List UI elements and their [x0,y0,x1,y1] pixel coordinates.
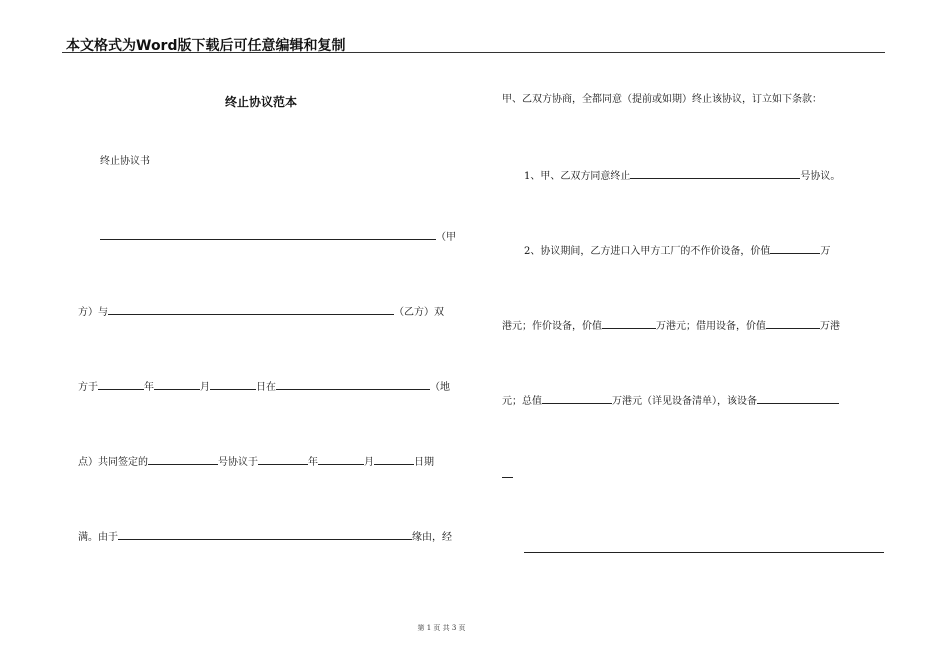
clause-2-line-3: 元；总值 万港元（详见设备清单），该设备 [502,393,839,409]
clause-1: 1、甲、乙双方同意终止 号协议。 [524,168,840,184]
blank-party-b [108,304,394,315]
blank-borrowed-value [766,318,820,329]
blank-expire-day [374,454,414,465]
left-line-4: 方于 年 月 日在 （地 [78,379,450,395]
blank-party-a [100,229,436,240]
blank-reason [118,529,412,540]
left-line-5: 点）共同签定的 号协议于 年 月 日期 [78,454,434,470]
blank-terminated-agreement-no [630,168,800,179]
blank-month [154,379,200,390]
blank-non-priced-value [770,243,820,254]
blank-agreement-no [148,454,218,465]
short-underline [502,477,513,478]
left-line-3: 方）与 （乙方）双 [78,304,444,320]
header-title: 本文格式为Word版下载后可任意编辑和复制 [66,38,346,54]
page-number: 第 1 页 共 3 页 [417,624,466,632]
document-subtitle: 终止协议书 [100,156,150,167]
long-underline [524,552,884,553]
blank-total-value [542,393,612,404]
right-line-1: 甲、乙双方协商，全都同意（提前或如期）终止该协议，订立如下条款： [502,94,822,105]
header-divider [62,52,885,53]
blank-equipment-note [757,393,839,404]
blank-place [276,379,430,390]
blank-day [210,379,256,390]
document-title: 终止协议范本 [224,95,297,109]
blank-priced-value [602,318,656,329]
blank-expire-month [318,454,364,465]
clause-2-line-2: 港元；作价设备，价值 万港元；借用设备，价值 万港 [502,318,840,334]
left-line-2: （甲 [100,229,456,245]
blank-expire-year [258,454,308,465]
clause-2-line-1: 2、协议期间，乙方进口入甲方工厂的不作价设备，价值 万 [524,243,830,259]
blank-year [98,379,144,390]
left-line-6: 满。由于 缘由，经 [78,529,452,545]
